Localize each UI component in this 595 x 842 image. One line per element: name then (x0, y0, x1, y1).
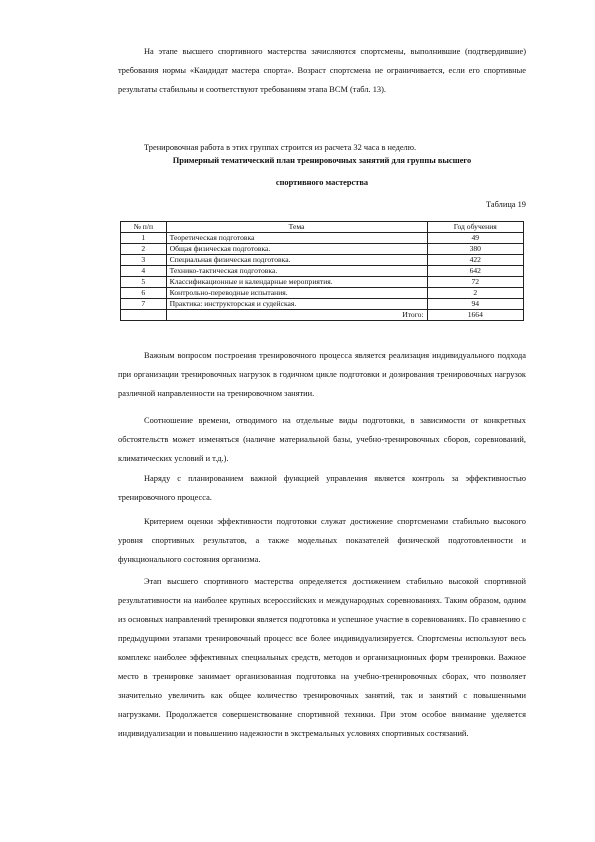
paragraph-vsm-enrollment: На этапе высшего спортивного мастерства зачисляются спортсмены, выполнившие (подтвердившие) требования нормы «Кандидат мастера спорта». Возраст спортсмена не ограничивается, если его спортивные результаты стабильны и соответствуют требованиям этапа ВСМ (табл. 13). (118, 47, 526, 94)
row-topic: Технико-тактическая подготовка. (166, 266, 427, 277)
thematic-plan-table (120, 221, 524, 321)
paragraph-criteria: Критерием оценки эффективности подготовки служат достижение спортсменами стабильно высокого уровня спортивных результатов, а также модельных показателей физической подготовленности и функционального состояния организма. (118, 517, 526, 564)
row-number: 6 (121, 288, 167, 299)
row-topic: Общая физическая подготовка. (166, 244, 427, 255)
row-number: 2 (121, 244, 167, 255)
table-row (121, 299, 524, 310)
table-title-line-2: спортивного мастерства (275, 178, 369, 187)
table-row (121, 233, 524, 244)
row-number: 4 (121, 266, 167, 277)
row-hours: 49 (427, 233, 523, 244)
row-hours: 72 (427, 277, 523, 288)
row-number: 1 (121, 233, 167, 244)
row-hours: 2 (427, 288, 523, 299)
table-row (121, 266, 524, 277)
row-number: 7 (121, 299, 167, 310)
row-topic: Контрольно-переводные испытания. (166, 288, 427, 299)
paragraph-individual-approach: Важным вопросом построения тренировочного процесса является реализация индивидуального подхода при организации тренировочных нагрузок в годичном цикле подготовки и дозирования тренировочных нагрузок различной направленности на тренировочном занятии. (118, 351, 526, 398)
row-topic: Теоретическая подготовка (166, 233, 427, 244)
row-hours: 380 (427, 244, 523, 255)
row-topic: Специальная физическая подготовка. (166, 255, 427, 266)
paragraph-control: Наряду с планированием важной функцией управления является контроль за эффективностью тренировочного процесса. (118, 474, 526, 502)
row-number: 5 (121, 277, 167, 288)
table-number-label: Таблица 19 (485, 200, 526, 209)
header-number: № п/п (121, 222, 167, 233)
table-row (121, 277, 524, 288)
total-label: Итого: (166, 310, 427, 321)
table-total-row (121, 310, 524, 321)
total-value: 1664 (427, 310, 523, 321)
paragraph-time-ratio: Соотношение времени, отводимого на отдельные виды подготовки, в зависимости от конкретных обстоятельств может изменяться (наличие материальной базы, учебно-тренировочных сборов, соревнований, климатических условий и т.д.). (118, 416, 526, 463)
row-topic: Классификационные и календарные мероприятия. (166, 277, 427, 288)
table-row (121, 244, 524, 255)
paragraph-weekly-hours: Тренировочная работа в этих группах строится из расчета 32 часа в неделю. (144, 143, 417, 152)
header-year: Год обучения (427, 222, 523, 233)
header-topic: Тема (166, 222, 427, 233)
table-row (121, 255, 524, 266)
total-empty-cell (121, 310, 167, 321)
row-number: 3 (121, 255, 167, 266)
table-header-row (121, 222, 524, 233)
row-hours: 94 (427, 299, 523, 310)
row-hours: 422 (427, 255, 523, 266)
row-hours: 642 (427, 266, 523, 277)
row-topic: Практика: инструкторская и судейская. (166, 299, 427, 310)
table-row (121, 288, 524, 299)
table-title-line-1: Примерный тематический план тренировочных занятий для группы высшего (172, 156, 472, 165)
paragraph-vsm-stage: Этап высшего спортивного мастерства определяется достижением стабильно высокой спортивной результативности на наиболее крупных всероссийских и международных соревнованиях. Таким образом, одним из основных направлений тренировки является подготовка и успешное участие в соревнованиях. По сравнению с предыдущими этапами тренировочный процесс все более индивидуализируется. Спортсмены используют весь комплекс наиболее эффективных специальных средств, методов и организационных форм тренировки. Важное место в тренировке занимает организованная подготовка на учебно-тренировочных сборах, что позволяет значительно увеличить как общее количество тренировочных занятий, так и занятий с повышенными нагрузками. Продолжается совершенствование спортивной техники. При этом особое внимание уделяется индивидуализации и повышению надежности в экстремальных условиях спортивных состязаний. (118, 577, 526, 738)
